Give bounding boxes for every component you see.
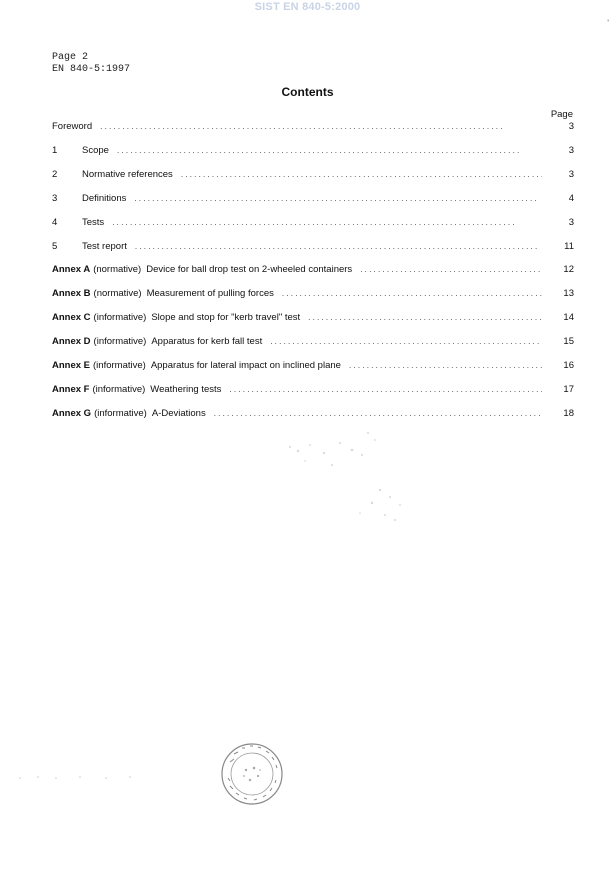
toc-entry [52,144,574,158]
toc-entry [52,311,574,325]
dot-leader [134,192,542,206]
annex-label: Annex B [52,288,91,299]
page-number: 18 [563,408,574,419]
round-seal-stamp [220,742,284,806]
page-number: 12 [563,264,574,275]
entry-title: Measurement of pulling forces [146,288,274,299]
dot-leader [181,168,542,182]
annex-label: Annex G [52,408,92,419]
page-number-header: Page 2 [52,52,89,63]
section-number: 3 [52,193,58,204]
annex-kind: (normative) [93,264,142,275]
annex-kind: (informative) [93,336,147,347]
dot-leader [282,287,542,301]
dot-leader [360,263,542,277]
entry-title: Device for ball drop test on 2-wheeled containers [146,264,353,275]
annex-kind: (informative) [92,384,146,395]
page-number: 3 [568,217,574,228]
toc-entry [52,120,574,134]
section-number: 2 [52,169,58,180]
section-number: 1 [52,145,58,156]
dot-leader [214,407,542,421]
page-number: 16 [563,360,574,371]
entry-title: Apparatus for kerb fall test [151,336,263,347]
dot-leader [270,335,542,349]
toc-entry [52,335,574,349]
toc-entry [52,216,574,230]
entry-title: Normative references [82,169,173,180]
toc-entry [52,192,574,206]
annex-label: Annex D [52,336,91,347]
dot-leader [112,216,542,230]
page-number: 11 [564,241,574,252]
entry-title: Apparatus for lateral impact on inclined plane [150,360,341,371]
entry-title: Slope and stop for "kerb travel" test [151,312,301,323]
annex-label: Annex C [52,312,91,323]
page-title: Contents [281,85,334,99]
dot-leader [100,120,542,134]
toc-entry [52,287,574,301]
entry-title: Tests [82,217,105,228]
section-number: 5 [52,241,58,252]
toc-entry [52,263,574,277]
entry-title: Foreword [52,121,93,132]
scan-specks [10,772,170,784]
dot-leader [117,144,542,158]
entry-title: Weathering tests [150,384,222,395]
watermark: SIST EN 840-5:2000 [254,1,361,13]
dot-leader [349,359,542,373]
page-number: 3 [568,121,574,132]
page-number: 13 [563,288,574,299]
dot-leader [229,383,542,397]
corner-mark: ' [607,18,609,28]
page-number: 3 [568,145,574,156]
annex-label: Annex A [52,264,91,275]
annex-label: Annex E [52,360,91,371]
annex-kind: (informative) [93,360,146,371]
entry-title: Definitions [82,193,127,204]
toc-entry [52,359,574,373]
page-number: 14 [563,312,574,323]
section-number: 4 [52,217,58,228]
entry-title: Test report [82,241,127,252]
page-number: 17 [563,384,574,395]
entry-title: A-Deviations [151,408,206,419]
dot-leader [308,311,542,325]
entry-title: Scope [82,145,109,156]
annex-label: Annex F [52,384,90,395]
dot-leader [135,240,542,254]
annex-kind: (informative) [93,312,147,323]
toc-entry [52,240,574,254]
standard-number-header: EN 840-5:1997 [52,64,131,75]
page-number: 3 [568,169,574,180]
page-number: 15 [563,336,574,347]
toc-entry [52,383,574,397]
toc-entry [52,168,574,182]
annex-kind: (informative) [94,408,147,419]
page-number: 4 [568,193,574,204]
toc-entry [52,407,574,421]
annex-kind: (normative) [93,288,142,299]
page-column-label: Page [550,109,573,120]
faint-scan-smudge [280,425,415,525]
